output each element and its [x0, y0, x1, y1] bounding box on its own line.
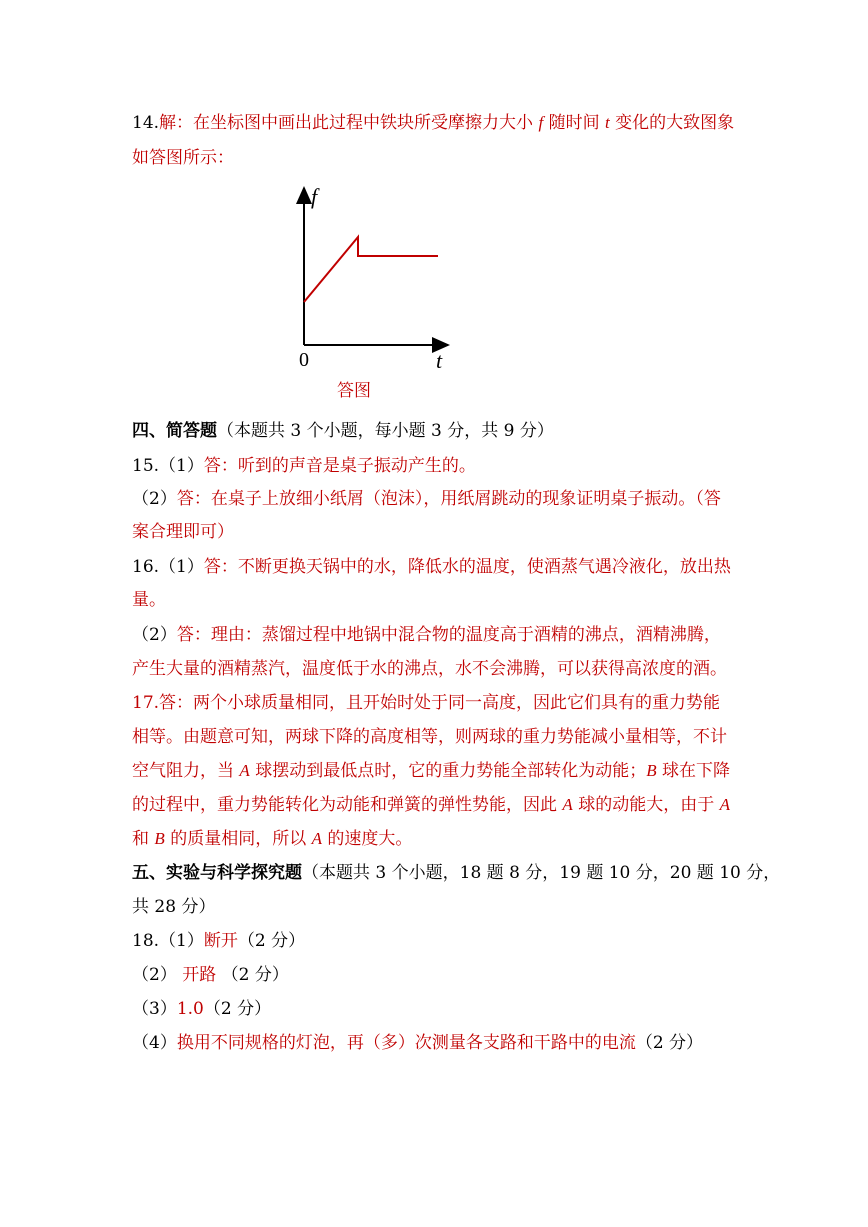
x-axis-label: t	[436, 348, 443, 373]
q18-part1	[132, 930, 305, 952]
q17-l3-c: 球在下降	[656, 761, 730, 781]
q17-var-b: B	[646, 761, 657, 780]
q17-l5-b: 的质量相同，所以	[164, 829, 312, 849]
q18-p4-answer: 换用不同规格的灯泡，再（多）次测量各支路和干路中的电流	[176, 1033, 636, 1053]
y-axis-label: f	[311, 184, 318, 209]
friction-time-graph	[280, 180, 460, 380]
q16-p1-answer: 答：不断更换天锅中的水，降低水的温度，使酒蒸气遇冷液化，放出热	[203, 557, 731, 577]
q17-l3-a: 空气阻力，当	[132, 761, 240, 781]
section5-title: 五、实验与科学探究题	[132, 863, 302, 883]
q16-p2-number: （2）	[132, 625, 177, 645]
q17-var-a: A	[562, 795, 573, 814]
q15-part2-cont: 案合理即可）	[132, 522, 234, 542]
section4-title: 四、简答题	[132, 421, 217, 441]
q16-part2-cont: 产生大量的酒精蒸汽，温度低于水的沸点，水不会沸腾，可以获得高浓度的酒。	[132, 659, 727, 679]
q14-text-c: 变化的大致图象	[609, 113, 735, 133]
q18-p1-score: （2 分）	[237, 931, 306, 951]
q17-var-a: A	[239, 761, 250, 780]
q15-p1-answer: 答：听到的声音是桌子振动产生的。	[203, 456, 476, 476]
q18-p3-number: （3）	[132, 999, 177, 1019]
q18-p3-score: （2 分）	[203, 999, 272, 1019]
q17-l5-a: 和	[132, 829, 155, 849]
q18-p2-score: （2 分）	[221, 965, 289, 985]
q18-p1-number: 18.（1）	[132, 931, 204, 951]
section4-note: （本题共 3 个小题，每小题 3 分，共 9 分）	[217, 421, 554, 441]
q18-part2	[132, 964, 289, 986]
q17-line2: 相等。由题意可知，两球下降的高度相等，则两球的重力势能减小量相等，不计	[132, 727, 727, 747]
q15-p1-number: 15.（1）	[132, 456, 204, 476]
q17-line4	[132, 794, 730, 816]
q18-p4-number: （4）	[132, 1033, 177, 1053]
q18-p1-answer: 断开	[203, 931, 238, 951]
section4-heading	[132, 420, 554, 442]
q17-l4-b: 球的动能大，由于	[572, 795, 720, 815]
q17-line3	[132, 760, 730, 782]
section5-note-cont: 共 28 分）	[132, 897, 216, 917]
q14-var-f: f	[538, 113, 544, 132]
q17-l4-a: 的过程中，重力势能转化为动能和弹簧的弹性势能，因此	[132, 795, 563, 815]
q14-line1	[132, 112, 734, 134]
q18-p2-answer: 开路	[176, 965, 222, 985]
q14-var-t: t	[605, 113, 610, 132]
q17-var-b: B	[154, 829, 165, 848]
q14-text-a: 解：在坐标图中画出此过程中铁块所受摩擦力大小	[159, 113, 539, 133]
friction-curve	[304, 237, 438, 302]
q14-line2: 如答图所示：	[132, 148, 234, 168]
q17-line1: 17.答：两个小球质量相同，且开始时处于同一高度，因此它们具有的重力势能	[132, 693, 721, 713]
q16-p1-number: 16.（1）	[132, 557, 204, 577]
q16-part1	[132, 556, 731, 578]
q16-part2	[132, 624, 721, 646]
q18-p4-score: （2 分）	[635, 1033, 704, 1053]
q17-l5-c: 的速度大。	[322, 829, 413, 849]
q18-part4	[132, 1032, 703, 1054]
q14-text-b: 随时间	[543, 113, 605, 133]
q15-part2	[132, 488, 721, 510]
section5-heading	[132, 862, 780, 884]
q14-number: 14.	[132, 113, 160, 133]
section5-note: （本题共 3 个小题，18 题 8 分，19 题 10 分，20 题 10 分，	[302, 863, 781, 883]
q18-part3	[132, 998, 271, 1020]
graph-caption: 答图	[337, 381, 371, 401]
origin-label: 0	[299, 349, 309, 371]
q15-p2-number: （2）	[132, 489, 177, 509]
q16-p2-answer: 答：理由：蒸馏过程中地锅中混合物的温度高于酒精的沸点，酒精沸腾，	[176, 625, 721, 645]
q15-part1	[132, 455, 476, 477]
q17-line5	[132, 828, 412, 850]
q18-p2-number: （2）	[132, 965, 177, 985]
q17-l3-b: 球摆动到最低点时，它的重力势能全部转化为动能；	[249, 761, 647, 781]
q15-p2-answer: 答：在桌子上放细小纸屑（泡沫），用纸屑跳动的现象证明桌子振动。（答	[176, 489, 721, 509]
q17-var-a: A	[719, 795, 730, 814]
q17-var-a: A	[311, 829, 322, 848]
q18-p3-answer: 1.0	[176, 999, 204, 1019]
q16-part1-cont: 量。	[132, 590, 166, 610]
